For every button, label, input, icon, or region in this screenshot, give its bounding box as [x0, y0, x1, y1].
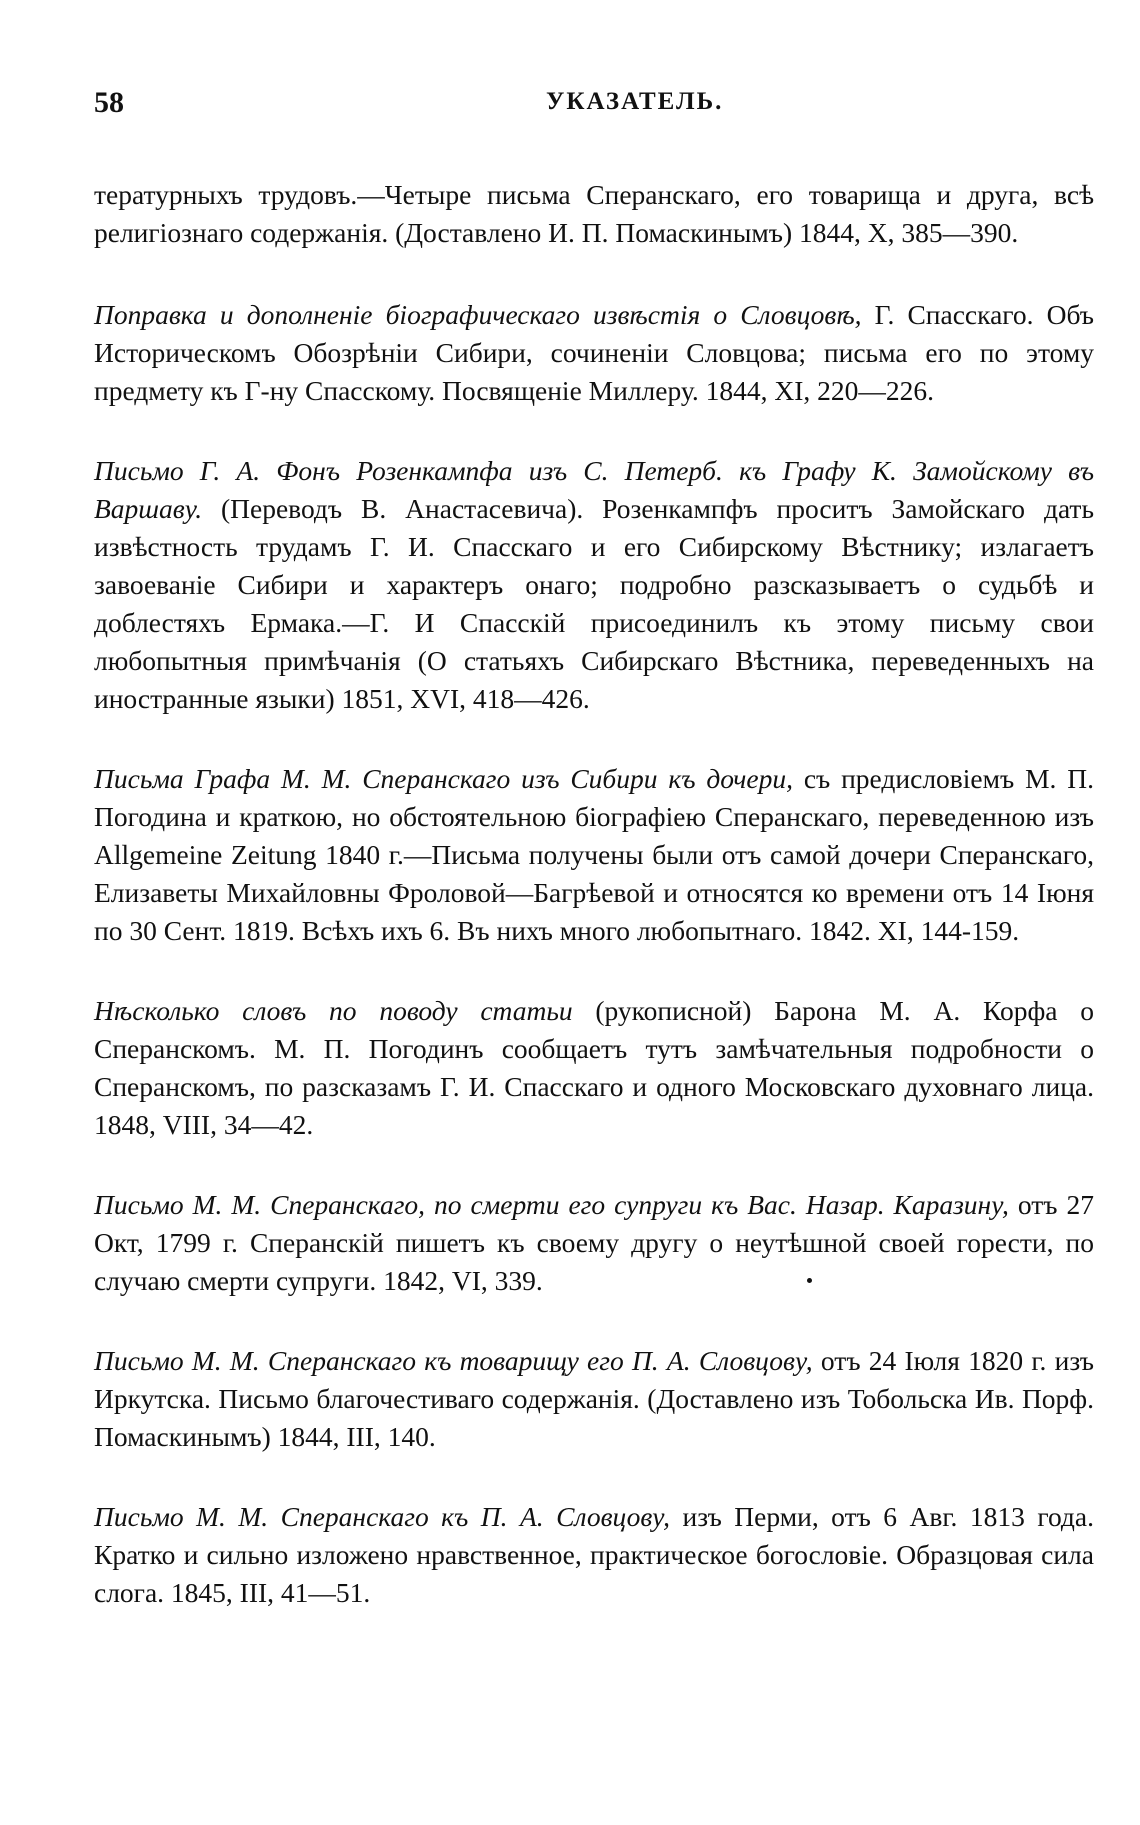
- entry-title: Письмо М. М. Сперанскаго къ П. А. Словцову,: [94, 1500, 671, 1532]
- entry-text: изъ Перми, отъ 6 Авг. 1813 года. Кратко и сильно изложено нравственное, практическое богословіе. Образцовая сила слога. 1845, III, 41—51.: [94, 1500, 1095, 1608]
- entry-text: отъ 24 Іюля 1820 г. изъ Иркутска. Письмо благочестиваго содержанія. (Доставлено изъ Тобольска Ив. Порф. Помаскинымъ) 1844, III, 140.: [94, 1344, 1094, 1452]
- index-entry: [94, 1498, 1094, 1612]
- page-number: 58: [94, 86, 124, 119]
- entry-text: (рукописной) Барона М. А. Корфа о Сперанскомъ. М. П. Погодинъ сообщаетъ тутъ замѣчательныя подробности о Сперанскомъ, по разсказамъ Г. И. Спасскаго и одного Московскаго духовнаго лица. 1848, VIII, 34—42.: [94, 994, 1095, 1140]
- index-entry: [94, 176, 1094, 252]
- entry-text: отъ 27 Окт, 1799 г. Сперанскій пишетъ къ своему другу о неутѣшной своей горести, по случаю смерти супруги. 1842, VI, 339.: [94, 1188, 1094, 1296]
- print-speck: [807, 1278, 812, 1283]
- entry-title: Письма Графа М. М. Сперанскаго изъ Сибири къ дочери,: [94, 762, 793, 794]
- index-entry: [94, 1342, 1094, 1456]
- index-entry: [94, 296, 1094, 410]
- header-title: УКАЗАТЕЛЬ.: [546, 88, 724, 115]
- entry-title: Нѣсколько словъ по поводу статьи: [94, 994, 573, 1026]
- index-entry: [94, 452, 1094, 718]
- index-body: [94, 148, 1094, 1654]
- entry-title: Поправка и дополненіе біографическаго извѣстія о Словцовѣ,: [94, 298, 862, 330]
- entry-title: Письмо М. М. Сперанскаго къ товарищу его П. А. Словцову,: [94, 1344, 813, 1376]
- entry-text: Г. Спасскаго. Объ Историческомъ Обозрѣніи Сибири, сочиненіи Словцова; письма его по этому предмету къ Г-ну Спасскому. Посвященіе Миллеру. 1844, XI, 220—226.: [94, 298, 1094, 406]
- entry-text: (Переводъ В. Анастасевича). Розенкампфъ проситъ Замойскаго дать извѣстность трудамъ Г. И. Спасскаго и его Сибирскому Вѣстнику; излагаетъ завоеваніе Сибири и характеръ онаго; подробно разсказываетъ о судьбѣ и доблестяхъ Ермака.—Г. И Спасскій присоединилъ къ этому письму свои любопытныя примѣчанія (О статьяхъ Сибирскаго Вѣстника, переведенныхъ на иностранные языки) 1851, XVI, 418—426.: [94, 492, 1094, 714]
- entry-title: Письмо Г. А. Фонъ Розенкампфа изъ С. Петерб. къ Графу К. Замойскому въ Варшаву.: [94, 454, 1094, 524]
- running-head: [94, 86, 1080, 126]
- index-entry: [94, 1186, 1094, 1300]
- entry-text: тературныхъ трудовъ.—Четыре письма Сперанскаго, его товарища и друга, всѣ религіознаго содержанія. (Доставлено И. П. Помаскинымъ) 1844, X, 385—390.: [94, 178, 1094, 248]
- index-entry: [94, 760, 1094, 950]
- entry-title: Письмо М. М. Сперанскаго, по смерти его супруги къ Вас. Назар. Каразину,: [94, 1188, 1009, 1220]
- entry-text: съ предисловіемъ М. П. Погодина и краткою, но обстоятельною біографіею Сперанскаго, переведенною изъ Allgemeine Zeitung 1840 г.—Письма получены были отъ самой дочери Сперанскаго, Елизаветы Михайловны Фроловой—Багрѣевой и относятся ко времени отъ 14 Іюня по 30 Сент. 1819. Всѣхъ ихъ 6. Въ нихъ много любопытнаго. 1842. XI, 144-159.: [94, 762, 1094, 946]
- index-entry: [94, 992, 1094, 1144]
